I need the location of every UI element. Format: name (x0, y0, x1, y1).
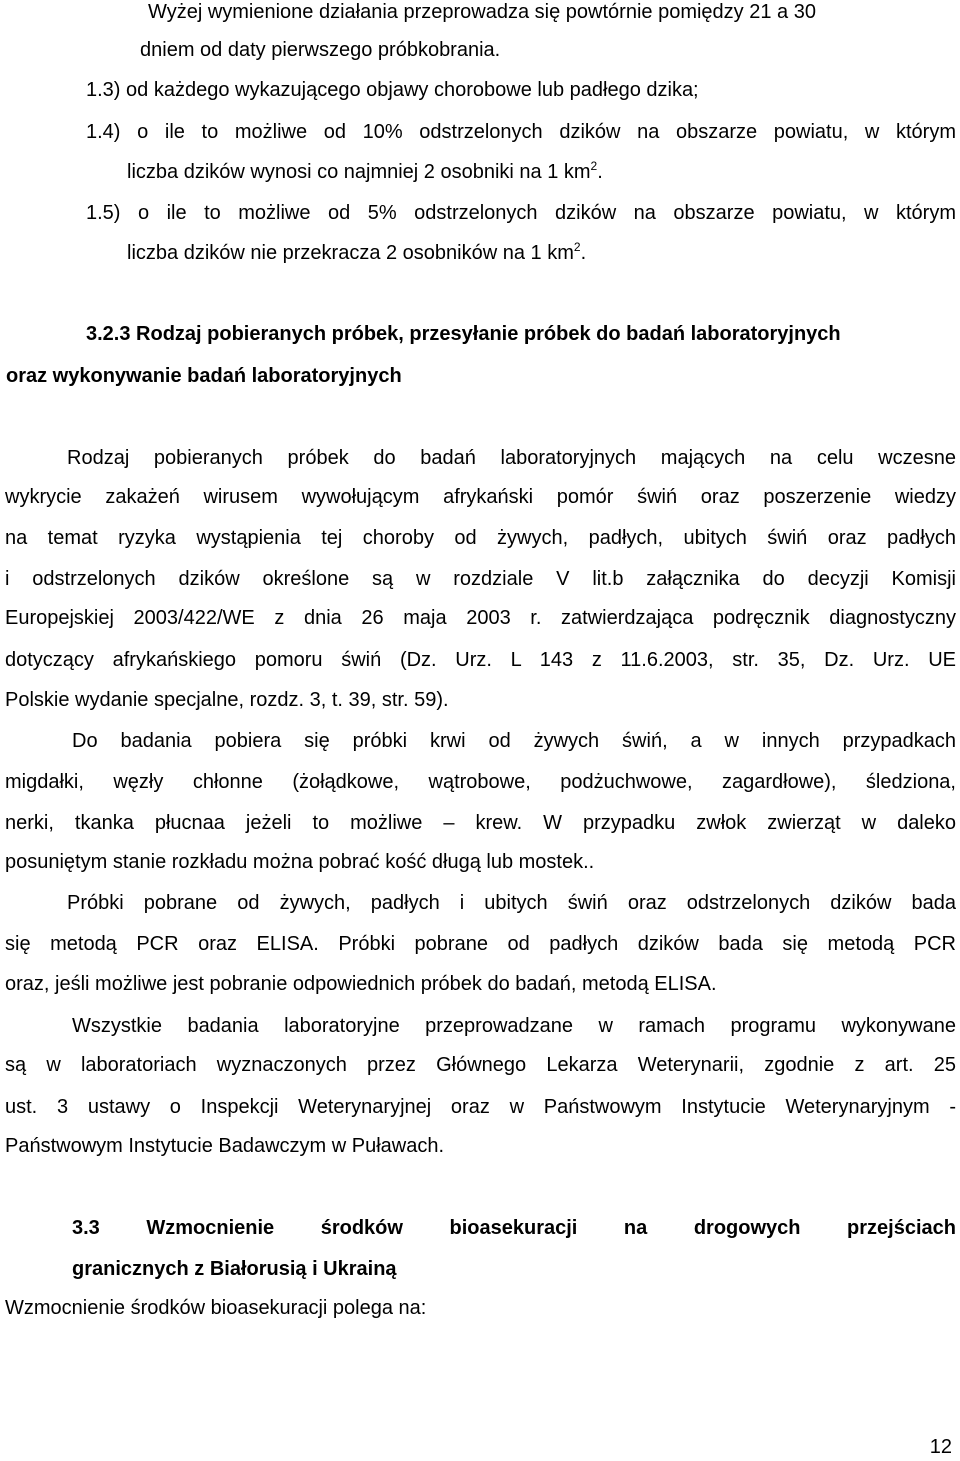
list-item-1-4-cont (127, 160, 603, 184)
list-item-1-5-cont (127, 241, 586, 265)
section-heading-3-3-cont: granicznych z Białorusią i Ukrainą (72, 1258, 397, 1280)
section-heading-3-3: 3.3 Wzmocnienie środków bioasekuracji na drogowych przejściach (72, 1217, 956, 1239)
para2-line-1: Do badania pobiera się próbki krwi od żywych świń, a w innych przypadkach (72, 730, 956, 752)
list-item-1-4-text: liczba dzików wynosi co najmniej 2 osobniki na 1 km (127, 161, 591, 183)
para1-line-1: Rodzaj pobieranych próbek do badań laboratoryjnych mających na celu wczesne (67, 447, 956, 469)
para1-line-4: i odstrzelonych dzików określone są w rozdziale V lit.b załącznika do decyzji Komisji (5, 568, 956, 590)
para4-line-1: Wszystkie badania laboratoryjne przeprowadzane w ramach programu wykonywane (72, 1015, 956, 1037)
period: . (580, 242, 587, 264)
superscript: 2 (573, 240, 581, 254)
closing-line: Wzmocnienie środków bioasekuracji polega na: (5, 1297, 427, 1319)
page-number: 12 (929, 1436, 952, 1458)
section-heading-3-2-3: 3.2.3 Rodzaj pobieranych próbek, przesyłanie próbek do badań laboratoryjnych (86, 323, 841, 345)
para1-line-6: dotyczący afrykańskiego pomoru świń (Dz. Urz. L 143 z 11.6.2003, str. 35, Dz. Urz. UE (5, 649, 956, 671)
section-heading-3-2-3-cont: oraz wykonywanie badań laboratoryjnych (6, 365, 402, 387)
para1-line-3: na temat ryzyka wystąpienia tej choroby od żywych, padłych, ubitych świń oraz padłych (5, 527, 956, 549)
para3-line-3: oraz, jeśli możliwe jest pobranie odpowiednich próbek do badań, metodą ELISA. (5, 973, 717, 995)
list-item-1-5: 1.5) o ile to możliwe od 5% odstrzelonych dzików na obszarze powiatu, w którym (86, 202, 956, 224)
para3-line-1: Próbki pobrane od żywych, padłych i ubitych świń oraz odstrzelonych dzików bada (67, 892, 956, 914)
para2-line-2: migdałki, węzły chłonne (żołądkowe, wątrobowe, podżuchwowe, zagardłowe), śledziona, (5, 771, 956, 793)
intro-line-2: dniem od daty pierwszego próbkobrania. (140, 39, 501, 61)
para2-line-3: nerki, tkanka płucnaa jeżeli to możliwe – krew. W przypadku zwłok zwierząt w daleko (5, 812, 956, 834)
list-item-1-5-text: liczba dzików nie przekracza 2 osobników na 1 km (127, 242, 574, 264)
para3-line-2: się metodą PCR oraz ELISA. Próbki pobrane od padłych dzików bada się metodą PCR (5, 933, 956, 955)
para4-line-3: ust. 3 ustawy o Inspekcji Weterynaryjnej oraz w Państwowym Instytucie Weterynaryjnym - (5, 1096, 956, 1118)
para4-line-4: Państwowym Instytucie Badawczym w Puławach. (5, 1135, 445, 1157)
intro-line-1: Wyżej wymienione działania przeprowadza się powtórnie pomiędzy 21 a 30 (148, 1, 816, 23)
list-item-1-4: 1.4) o ile to możliwe od 10% odstrzelonych dzików na obszarze powiatu, w którym (86, 121, 956, 143)
superscript: 2 (590, 159, 598, 173)
list-item-1-3: 1.3) od każdego wykazującego objawy chorobowe lub padłego dzika; (86, 79, 699, 101)
para2-line-4: posuniętym stanie rozkładu można pobrać kość długą lub mostek.. (5, 851, 595, 873)
para4-line-2: są w laboratoriach wyznaczonych przez Głównego Lekarza Weterynarii, zgodnie z art. 25 (5, 1054, 956, 1076)
para1-line-2: wykrycie zakażeń wirusem wywołującym afrykański pomór świń oraz poszerzenie wiedzy (5, 486, 956, 508)
para1-line-7: Polskie wydanie specjalne, rozdz. 3, t. 39, str. 59). (5, 689, 449, 711)
para1-line-5: Europejskiej 2003/422/WE z dnia 26 maja 2003 r. zatwierdzająca podręcznik diagnostyczny (5, 607, 956, 629)
period: . (597, 161, 603, 183)
